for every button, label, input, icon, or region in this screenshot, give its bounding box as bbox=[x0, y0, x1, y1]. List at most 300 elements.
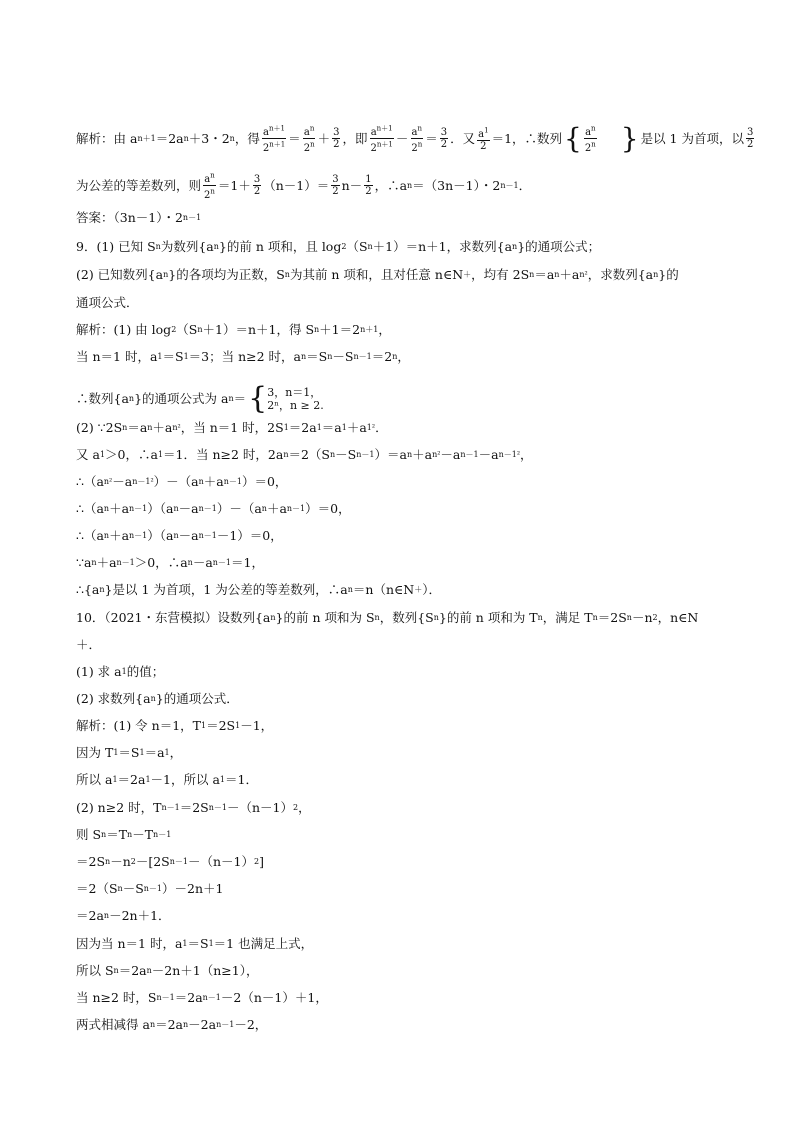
fraction bbox=[364, 174, 372, 197]
text-line-l14 bbox=[76, 526, 732, 546]
text-run: ）＝0， bbox=[305, 501, 351, 516]
math-subscript: n－1 bbox=[353, 352, 372, 361]
math-subscript: n bbox=[301, 352, 307, 361]
math-subscript: n bbox=[529, 270, 535, 279]
fraction bbox=[440, 127, 448, 150]
text-run: 因为当 n＝1 时，a bbox=[76, 936, 183, 951]
text-run: ）＝a bbox=[374, 447, 407, 462]
math-subscript: 2 bbox=[341, 242, 347, 251]
math-subscript: n bbox=[101, 830, 107, 839]
math-subscript: n bbox=[147, 423, 153, 432]
text-line-l06 bbox=[76, 293, 732, 313]
text-run: 10．（2021・东营模拟）设数列{a bbox=[76, 610, 271, 625]
text-run: ＋1＝2 bbox=[319, 322, 361, 337]
text-run: 又 a bbox=[76, 447, 100, 462]
text-line-l31 bbox=[76, 988, 732, 1008]
math-supscript: n－1 bbox=[182, 213, 202, 222]
fraction bbox=[477, 126, 489, 152]
text-line-l11 bbox=[76, 445, 732, 465]
text-run: }的 bbox=[658, 267, 679, 282]
text-run: ＝1． bbox=[225, 772, 258, 787]
text-run: －[2S bbox=[135, 854, 170, 869]
fraction-denominator: $2^{n+1}$ bbox=[370, 140, 393, 154]
text-line-l28 bbox=[76, 906, 732, 926]
text-run: 为其前 n 项和，且对任意 n∈N bbox=[289, 267, 464, 282]
text-run: ＝S bbox=[306, 349, 328, 364]
math-subscript: 1² bbox=[366, 423, 376, 432]
text-run: ＝a bbox=[321, 420, 342, 435]
text-run: ，即 bbox=[342, 130, 368, 146]
math-subscript: 1 bbox=[139, 748, 145, 757]
math-subscript: 1 bbox=[157, 352, 163, 361]
text-line-l29 bbox=[76, 934, 732, 954]
text-run: －a bbox=[478, 447, 499, 462]
math-subscript: n bbox=[537, 613, 543, 622]
text-run: ＝2a bbox=[155, 1017, 183, 1032]
text-run: ＝2a bbox=[76, 908, 104, 923]
text-run: ＝1， bbox=[231, 555, 264, 570]
math-subscript: n bbox=[592, 613, 598, 622]
math-subscript: n bbox=[103, 504, 110, 513]
math-subscript: n－1² bbox=[132, 477, 154, 486]
text-run: ＝S bbox=[162, 349, 184, 364]
math-subscript: n bbox=[406, 450, 413, 459]
text-run: ＝ bbox=[288, 130, 301, 146]
text-run: ＞0，∴a bbox=[134, 555, 188, 570]
text-run: －（n－1） bbox=[227, 800, 294, 815]
fraction-denominator: 2 bbox=[332, 186, 339, 198]
text-run: ∴（a bbox=[76, 528, 104, 543]
text-line-l07 bbox=[76, 320, 732, 340]
math-subscript: n bbox=[367, 242, 373, 251]
text-run: ）＝0， bbox=[241, 474, 288, 489]
text-run: －2n＋1（n≥1）， bbox=[151, 963, 259, 978]
math-subscript: n－1 bbox=[143, 884, 163, 893]
text-line-l32 bbox=[76, 1015, 732, 1035]
text-run: －2n＋1． bbox=[109, 908, 171, 923]
math-subscript: n－1 bbox=[356, 450, 375, 459]
text-run: ）（a bbox=[147, 528, 174, 543]
piecewise-function: { 3，n＝1， 2ⁿ，n ≥ 2. bbox=[248, 381, 324, 416]
text-run: ）（a bbox=[147, 501, 174, 516]
math-subscript: 2 bbox=[171, 325, 177, 334]
math-subscript: 1 bbox=[208, 939, 214, 948]
text-line-l22 bbox=[76, 743, 732, 763]
fraction-numerator: $a^n$ bbox=[303, 125, 315, 139]
math-subscript: n bbox=[330, 450, 336, 459]
fraction-denominator: 2$^n$ bbox=[204, 187, 215, 201]
text-run: 因为 T bbox=[76, 745, 114, 760]
math-subscript: 1 bbox=[113, 748, 119, 757]
text-run: ，均有 2S bbox=[471, 267, 530, 282]
math-subscript: 1 bbox=[99, 450, 106, 459]
fraction bbox=[369, 124, 393, 154]
text-run: ＋a bbox=[109, 501, 130, 516]
math-subscript: n－1 bbox=[202, 993, 221, 1002]
math-subscript: n bbox=[183, 133, 189, 143]
text-run: ＝S bbox=[187, 936, 209, 951]
text-line-l10 bbox=[76, 418, 732, 438]
text-run: 通项公式． bbox=[76, 295, 139, 310]
text-line-l24 bbox=[76, 798, 732, 818]
fraction-denominator: 2 bbox=[480, 140, 487, 152]
math-subscript: n bbox=[626, 613, 632, 622]
text-run: ＝2S bbox=[76, 854, 106, 869]
text-run: ＝1，∴数列 bbox=[491, 130, 563, 146]
math-subscript: n bbox=[512, 242, 518, 251]
fraction bbox=[331, 174, 339, 197]
text-run: ＋ bbox=[317, 130, 331, 146]
math-subscript: n－1² bbox=[498, 450, 521, 459]
fraction bbox=[262, 124, 286, 154]
text-run: ， bbox=[298, 800, 311, 815]
text-run: －S bbox=[122, 881, 144, 896]
text-run: －S bbox=[335, 447, 357, 462]
fraction-denominator: 2 bbox=[746, 139, 754, 151]
text-line-l01 bbox=[76, 121, 754, 155]
text-run: ＝2S bbox=[206, 718, 236, 733]
math-subscript: n bbox=[103, 911, 110, 920]
math-subscript: 1 bbox=[283, 423, 289, 432]
text-run: ＝2（S bbox=[288, 447, 331, 462]
fraction-numerator: 3 bbox=[746, 127, 754, 139]
fraction-denominator: 2 bbox=[253, 186, 261, 198]
text-line-l16 bbox=[76, 580, 732, 600]
math-subscript: n－1 bbox=[216, 1020, 235, 1029]
text-run: n－ bbox=[341, 177, 363, 193]
fraction-denominator: $2^{n+1}$ bbox=[262, 140, 286, 154]
text-run: －a bbox=[178, 528, 199, 543]
math-subscript: n－1 bbox=[223, 477, 242, 486]
math-subscript: n bbox=[213, 242, 219, 251]
text-run: －1， bbox=[240, 718, 274, 733]
text-line-l09 bbox=[76, 381, 732, 416]
math-subscript: n bbox=[228, 394, 234, 403]
math-subscript: n bbox=[163, 270, 169, 279]
fraction-denominator: 2 bbox=[333, 139, 340, 151]
text-run: ∴{a bbox=[76, 582, 100, 597]
math-subscript: n bbox=[103, 531, 110, 540]
text-run: 两式相减得 a bbox=[76, 1017, 150, 1032]
text-run: ∵a bbox=[76, 555, 92, 570]
text-run: ，求数列{a bbox=[587, 267, 654, 282]
math-subscript: n－1 bbox=[460, 450, 479, 459]
text-run: ＝（3n－1）・2 bbox=[412, 177, 501, 193]
math-subscript: n bbox=[113, 966, 119, 975]
math-subscript: 1 bbox=[164, 748, 170, 757]
text-run: － bbox=[395, 130, 409, 146]
text-line-l23 bbox=[76, 770, 732, 790]
fraction-numerator: 3 bbox=[253, 174, 261, 186]
text-run: ，数列{S bbox=[379, 610, 434, 625]
math-subscript: n bbox=[198, 477, 204, 486]
math-subscript: n bbox=[105, 857, 111, 866]
math-subscript: n bbox=[91, 558, 97, 567]
text-line-l03 bbox=[76, 208, 732, 228]
math-supscript: n bbox=[392, 352, 398, 361]
fraction-numerator: 3 bbox=[333, 127, 340, 139]
text-run: ＝2 bbox=[371, 349, 393, 364]
math-subscript: n－1 bbox=[129, 531, 148, 540]
text-run: ，∴a bbox=[374, 177, 408, 193]
text-run: ＋1）＝n＋1，求数列{a bbox=[372, 239, 513, 254]
text-run: }的通项公式为 a bbox=[134, 391, 229, 406]
math-subscript: 1 bbox=[183, 352, 189, 361]
text-run: (1) 求 a bbox=[76, 664, 122, 679]
text-run: ＝3；当 n≥2 时，a bbox=[188, 349, 302, 364]
math-subscript: 1 bbox=[112, 775, 118, 784]
math-subscript: n bbox=[149, 1020, 156, 1029]
math-subscript: n bbox=[284, 270, 290, 279]
math-subscript: n bbox=[155, 242, 161, 251]
text-run: ∴数列{a bbox=[76, 391, 129, 406]
fraction bbox=[303, 124, 316, 154]
text-run: ∴（a bbox=[76, 501, 104, 516]
text-run: （S bbox=[346, 239, 368, 254]
fraction-numerator: $a^n$ bbox=[411, 125, 423, 139]
text-run: ＋3・2 bbox=[188, 130, 230, 146]
text-run: ＝a bbox=[127, 420, 148, 435]
text-line-l25 bbox=[76, 825, 732, 845]
math-supscript: 2 bbox=[652, 613, 658, 622]
text-run: 当 n＝1 时，a bbox=[76, 349, 158, 364]
text-run: ＋a bbox=[152, 420, 173, 435]
text-run: ＝2S bbox=[179, 800, 209, 815]
text-run: －a bbox=[440, 447, 461, 462]
math-subscript: n－1 bbox=[212, 558, 232, 567]
text-run: ）－（a bbox=[216, 501, 262, 516]
text-run: ＋a bbox=[266, 501, 287, 516]
text-run: ＋a bbox=[109, 528, 130, 543]
text-run: ＝2a bbox=[118, 963, 147, 978]
math-subscript: n² bbox=[103, 477, 113, 486]
text-run: ＝2（S bbox=[76, 881, 118, 896]
text-run: 解析：(1) 令 n＝1，T bbox=[76, 718, 201, 733]
text-line-l13 bbox=[76, 499, 732, 519]
text-run: ＝n（n∈N bbox=[352, 582, 415, 597]
text-run: ＝2a bbox=[117, 772, 146, 787]
text-run: －T bbox=[132, 827, 154, 842]
math-subscript: n bbox=[122, 423, 128, 432]
text-line-l18 bbox=[76, 635, 732, 655]
text-run: ＝T bbox=[106, 827, 128, 842]
text-run: －a bbox=[192, 555, 213, 570]
text-run: 是以 1 为首项，以 bbox=[640, 130, 744, 146]
text-run: ＝ bbox=[425, 130, 438, 146]
math-subscript: n² bbox=[172, 423, 181, 432]
text-run: ＝a bbox=[534, 267, 555, 282]
math-subscript: n bbox=[197, 325, 203, 334]
math-supscript: 2 bbox=[293, 803, 299, 812]
math-subscript: n bbox=[99, 585, 105, 594]
math-subscript: 1 bbox=[316, 423, 322, 432]
text-run: －a bbox=[112, 474, 133, 489]
text-run: ＋a bbox=[412, 447, 433, 462]
text-run: 解析：由 a bbox=[76, 130, 138, 146]
math-subscript: n－1 bbox=[208, 803, 227, 812]
math-subscript: n² bbox=[432, 450, 441, 459]
math-subscript: n－1 bbox=[286, 504, 306, 513]
fraction-numerator: $a^{n+1}$ bbox=[263, 125, 285, 139]
text-run: (2) n≥2 时，T bbox=[76, 800, 162, 815]
text-run: －2（n－1）＋1， bbox=[220, 990, 328, 1005]
text-run: ＋a bbox=[96, 555, 117, 570]
math-subscript: 1 bbox=[182, 939, 188, 948]
fraction bbox=[332, 127, 340, 150]
text-line-l30 bbox=[76, 961, 732, 981]
text-run: ＞0，∴a bbox=[105, 447, 158, 462]
text-line-l05 bbox=[76, 265, 732, 285]
math-subscript: 1 bbox=[219, 775, 226, 784]
text-run: ，当 n＝1 时，2S bbox=[180, 420, 284, 435]
math-subscript: n bbox=[183, 1020, 189, 1029]
math-subscript: n－1 bbox=[169, 857, 188, 866]
text-run: 所以 S bbox=[76, 963, 114, 978]
text-line-l20 bbox=[76, 689, 732, 709]
text-run: －n bbox=[631, 610, 653, 625]
text-line-l17 bbox=[76, 608, 732, 628]
text-run: (2) ∵2S bbox=[76, 420, 123, 435]
fraction-denominator: 2 bbox=[440, 139, 448, 151]
text-run: }的前 n 项和，且 log bbox=[218, 239, 342, 254]
text-run: }的通项公式； bbox=[517, 239, 601, 254]
text-run: }的前 n 项和为 T bbox=[438, 610, 538, 625]
math-subscript: n bbox=[150, 694, 156, 703]
text-run: ． bbox=[375, 420, 388, 435]
text-run: }的各项均为正数，S bbox=[168, 267, 285, 282]
math-subscript: 1 bbox=[341, 423, 347, 432]
text-run: ，得 bbox=[234, 130, 260, 146]
text-run: 为数列{a bbox=[160, 239, 214, 254]
text-run: 当 n≥2 时，S bbox=[76, 990, 157, 1005]
text-run: －S bbox=[332, 349, 354, 364]
text-line-l02 bbox=[76, 171, 732, 201]
fraction-numerator: 1 bbox=[365, 174, 372, 186]
text-run: ， bbox=[520, 447, 533, 462]
piecewise-row: 3，n＝1， bbox=[267, 386, 322, 399]
math-subscript: n－1 bbox=[198, 504, 217, 513]
math-supscript: n－1 bbox=[500, 180, 519, 190]
text-run: －1，所以 a bbox=[150, 772, 220, 787]
math-subscript: 1 bbox=[121, 667, 127, 676]
math-subscript: n＋1 bbox=[137, 133, 156, 143]
math-subscript: n² bbox=[579, 270, 588, 279]
text-run: ． bbox=[518, 177, 532, 193]
math-subscript: 1 bbox=[235, 721, 241, 730]
text-run: －2， bbox=[234, 1017, 268, 1032]
math-subscript: n bbox=[554, 270, 560, 279]
text-run: (2) 已知数列{a bbox=[76, 267, 164, 282]
text-run: ）－（a bbox=[153, 474, 199, 489]
math-subscript: 1 bbox=[145, 775, 151, 784]
text-run: 则 S bbox=[76, 827, 102, 842]
math-subscript: n－1 bbox=[156, 993, 175, 1002]
text-run: 所以 a bbox=[76, 772, 113, 787]
text-run: ＝a bbox=[144, 745, 165, 760]
fraction bbox=[410, 124, 423, 154]
math-supscript: 2 bbox=[254, 857, 260, 866]
text-line-l21 bbox=[76, 716, 732, 736]
text-run: 解析：(1) 由 log bbox=[76, 322, 172, 337]
math-subscript: n－1 bbox=[161, 803, 180, 812]
fraction-numerator: $a^{n+1}$ bbox=[370, 125, 393, 139]
math-supscript: n bbox=[229, 133, 235, 143]
text-run: ＝S bbox=[118, 745, 140, 760]
text-run: 9．(1) 已知 S bbox=[76, 239, 156, 254]
text-run: ， bbox=[169, 745, 183, 760]
text-run: ＝1 也满足上式， bbox=[213, 936, 314, 951]
text-run: ， bbox=[378, 322, 391, 337]
math-subscript: ＋ bbox=[414, 585, 423, 594]
text-run: ＝2a bbox=[155, 130, 184, 146]
math-subscript: n bbox=[653, 270, 659, 279]
text-run: 的值； bbox=[126, 664, 165, 679]
text-run: ）． bbox=[422, 582, 441, 597]
fraction bbox=[746, 127, 754, 150]
text-run: ＋． bbox=[76, 637, 102, 652]
math-subscript: n－1 bbox=[153, 830, 172, 839]
text-run: ）－2n＋1 bbox=[162, 881, 224, 896]
text-run: ，满足 T bbox=[542, 610, 593, 625]
math-supscript: 2 bbox=[130, 857, 136, 866]
text-run: }的前 n 项和为 S bbox=[275, 610, 375, 625]
fraction-denominator: 2 bbox=[365, 186, 372, 198]
math-subscript: n bbox=[347, 585, 353, 594]
fraction bbox=[203, 171, 216, 201]
fraction bbox=[253, 174, 261, 197]
text-line-l12 bbox=[76, 472, 732, 492]
math-subscript: n bbox=[127, 830, 133, 839]
math-subscript: n bbox=[117, 884, 123, 893]
math-subscript: n bbox=[374, 613, 380, 622]
math-subscript: n bbox=[261, 504, 267, 513]
math-subscript: n bbox=[327, 352, 333, 361]
fraction-denominator: 2$^n$ bbox=[303, 140, 315, 154]
text-run: }是以 1 为首项，1 为公差的等差数列，∴a bbox=[104, 582, 348, 597]
text-run: ＝2a bbox=[174, 990, 203, 1005]
text-run: ＝1．当 n≥2 时，2a bbox=[163, 447, 284, 462]
text-run: （n－1）＝ bbox=[263, 177, 330, 193]
math-subscript: n－1 bbox=[116, 558, 135, 567]
text-line-l27 bbox=[76, 879, 732, 899]
text-run: （S bbox=[176, 322, 198, 337]
fraction-numerator: $a^1$ bbox=[478, 126, 489, 140]
text-run: ＋a bbox=[346, 420, 367, 435]
text-run: ＝2S bbox=[597, 610, 627, 625]
text-run: (2) 求数列{a bbox=[76, 691, 151, 706]
math-subscript: n bbox=[187, 558, 193, 567]
math-subscript: n－1 bbox=[129, 504, 148, 513]
text-run: ＝1＋ bbox=[217, 177, 251, 193]
text-line-l15 bbox=[76, 553, 732, 573]
math-subscript: n bbox=[283, 450, 289, 459]
math-supscript: n＋1 bbox=[360, 325, 379, 334]
fraction: $\frac{a^n}{2^n}$ bbox=[584, 125, 596, 154]
sequence-braces: { $\frac{a^n}{2^n}$ } bbox=[564, 121, 639, 155]
text-run: ，n∈N bbox=[657, 610, 699, 625]
text-run: ＋a bbox=[203, 474, 224, 489]
text-run: }的通项公式． bbox=[155, 691, 239, 706]
math-subscript: n bbox=[407, 180, 413, 190]
text-run: －n bbox=[110, 854, 131, 869]
text-run: －1）＝0， bbox=[216, 528, 283, 543]
fraction-denominator: 2$^n$ bbox=[411, 140, 423, 154]
text-run: －a bbox=[178, 501, 199, 516]
text-line-l08 bbox=[76, 347, 732, 367]
text-run: ＝2a bbox=[288, 420, 317, 435]
math-subscript: n bbox=[433, 613, 439, 622]
text-line-l26 bbox=[76, 852, 732, 872]
